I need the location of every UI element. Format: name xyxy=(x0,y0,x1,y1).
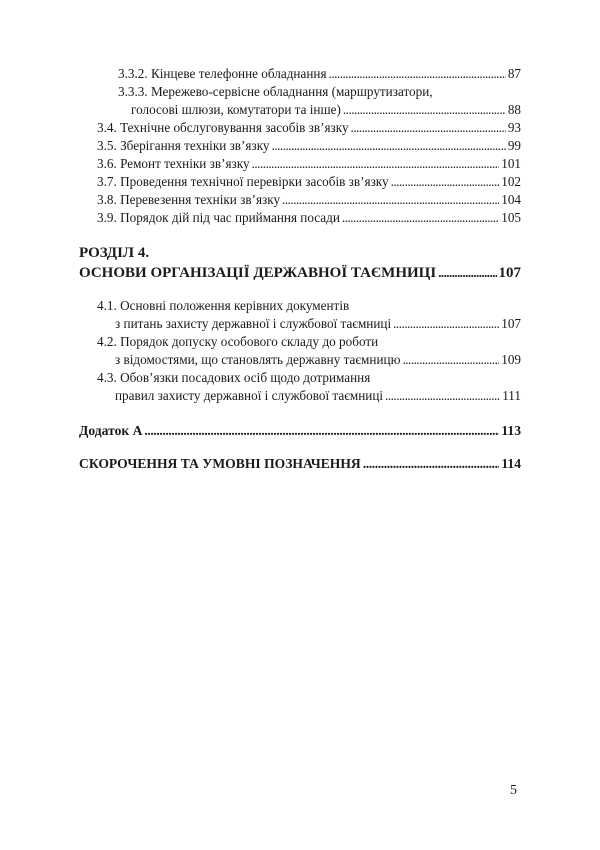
toc-abbreviations[interactable] xyxy=(79,455,521,473)
leader-dots xyxy=(402,351,499,369)
toc-entry-num: 4.3. xyxy=(97,370,117,385)
toc-entry-text-cont: з питань захисту державної і службової таємниці xyxy=(115,316,392,331)
toc-entry-page: 104 xyxy=(501,192,521,207)
toc-entry-page: 107 xyxy=(501,316,521,331)
page-number: 5 xyxy=(510,783,517,798)
toc-entry-text: Обов’язки посадових осіб щодо дотримання xyxy=(120,370,371,385)
toc-entry-page: 88 xyxy=(507,102,521,117)
toc-entry-page: 101 xyxy=(501,156,521,171)
toc-entry-text: Основні положення керівних документів xyxy=(120,298,350,313)
leader-dots xyxy=(282,191,499,209)
toc-entry-3-9[interactable] xyxy=(79,209,521,227)
toc-entry-num: 3.7. xyxy=(97,174,117,189)
toc-entry-num: 3.3.3. xyxy=(118,84,148,99)
toc-entry-num: 3.5. xyxy=(97,138,117,153)
toc-entry-num: 3.6. xyxy=(97,156,117,171)
toc-entry-3-3-2[interactable] xyxy=(79,65,521,83)
abbreviations-page: 114 xyxy=(501,456,521,471)
toc-entry-page: 105 xyxy=(501,210,521,225)
toc-entry-4-3[interactable] xyxy=(79,369,521,405)
appendix-page: 113 xyxy=(501,423,521,438)
toc-entry-3-7[interactable] xyxy=(79,173,521,191)
toc-entry-text-cont: з відомостями, що становлять державну таємницю xyxy=(115,352,401,367)
toc-entry-text: Ремонт техніки зв’язку xyxy=(120,156,250,171)
section-page: 107 xyxy=(498,265,521,281)
toc-appendix[interactable] xyxy=(79,422,521,440)
leader-dots xyxy=(343,101,506,119)
section-title: ОСНОВИ ОРГАНІЗАЦІЇ ДЕРЖАВНОЇ ТАЄМНИЦІ xyxy=(79,265,437,281)
toc-entry-text-cont: правил захисту державної і службової таємниці xyxy=(115,388,384,403)
leader-dots xyxy=(351,119,506,137)
appendix-label: Додаток А xyxy=(79,423,143,438)
toc-entry-text: Порядок допуску особового складу до роботи xyxy=(120,334,379,349)
toc-entry-page: 111 xyxy=(502,388,521,403)
table-of-contents xyxy=(79,65,521,473)
toc-entry-3-3-3[interactable] xyxy=(79,83,521,119)
toc-entry-text: Порядок дій під час приймання посади xyxy=(120,210,340,225)
toc-entry-num: 3.3.2. xyxy=(118,66,148,81)
toc-entry-3-5[interactable] xyxy=(79,137,521,155)
section-label: РОЗДІЛ 4. xyxy=(79,245,150,261)
toc-entry-num: 3.8. xyxy=(97,192,117,207)
toc-entry-text: Зберігання техніки зв’язку xyxy=(120,138,270,153)
leader-dots xyxy=(144,422,499,440)
toc-entry-text-cont: голосові шлюзи, комутатори та інше) xyxy=(131,102,341,117)
abbreviations-label: СКОРОЧЕННЯ ТА УМОВНІ ПОЗНАЧЕННЯ xyxy=(79,456,361,471)
toc-entry-num: 3.9. xyxy=(97,210,117,225)
toc-entry-num: 4.2. xyxy=(97,334,117,349)
leader-dots xyxy=(329,65,506,83)
leader-dots xyxy=(272,137,506,155)
toc-entry-4-1[interactable] xyxy=(79,297,521,333)
toc-section-4[interactable] xyxy=(79,243,521,283)
toc-entry-num: 4.1. xyxy=(97,298,117,313)
leader-dots xyxy=(385,387,500,405)
leader-dots xyxy=(438,263,496,283)
toc-entry-3-6[interactable] xyxy=(79,155,521,173)
toc-entry-text: Мережево-сервісне обладнання (маршрутизатори, xyxy=(150,84,433,99)
toc-entry-3-8[interactable] xyxy=(79,191,521,209)
toc-entry-page: 93 xyxy=(507,120,521,135)
toc-entry-4-2[interactable] xyxy=(79,333,521,369)
toc-entry-page: 102 xyxy=(501,174,521,189)
toc-entry-text: Технічне обслуговування засобів зв’язку xyxy=(120,120,349,135)
leader-dots xyxy=(393,315,499,333)
toc-entry-page: 99 xyxy=(507,138,521,153)
toc-entry-text: Проведення технічної перевірки засобів зв’язку xyxy=(120,174,389,189)
toc-entry-3-4[interactable] xyxy=(79,119,521,137)
toc-entry-text: Перевезення техніки зв’язку xyxy=(120,192,281,207)
leader-dots xyxy=(363,455,500,473)
toc-entry-page: 87 xyxy=(507,66,521,81)
toc-entry-num: 3.4. xyxy=(97,120,117,135)
toc-entry-text: Кінцеве телефонне обладнання xyxy=(150,66,327,81)
leader-dots xyxy=(252,155,500,173)
leader-dots xyxy=(391,173,500,191)
toc-entry-page: 109 xyxy=(501,352,521,367)
leader-dots xyxy=(342,209,499,227)
